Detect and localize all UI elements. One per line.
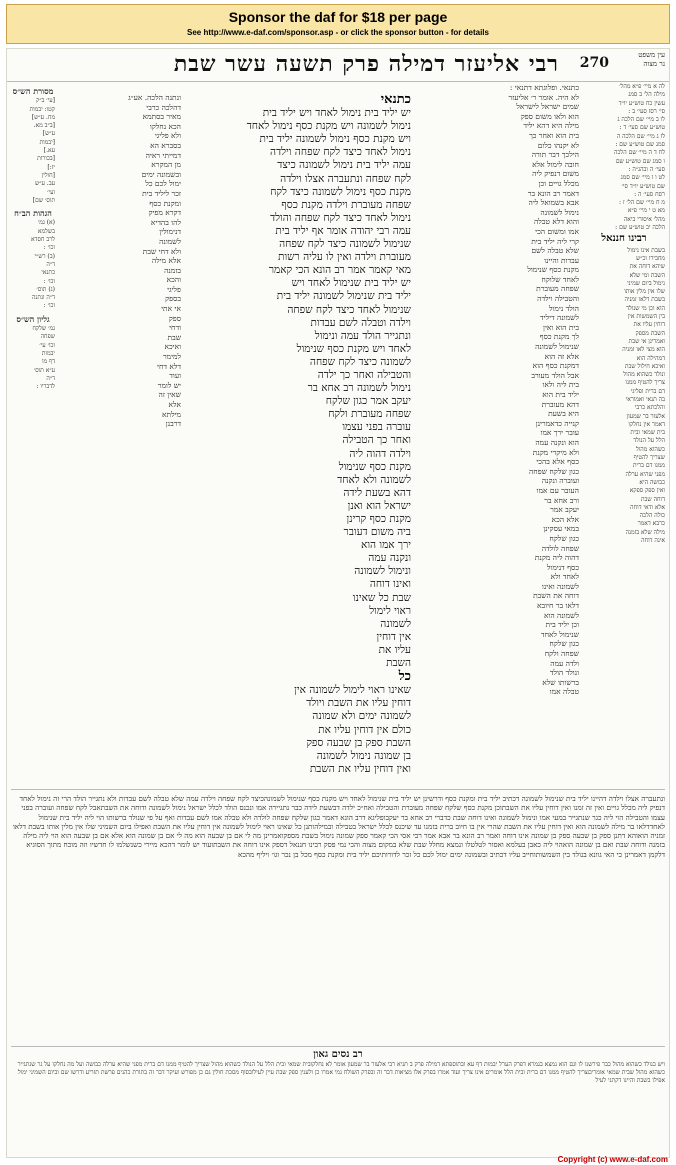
- text-line: [חולין: [41, 171, 55, 179]
- text-line: (ב) רש״י: [34, 252, 55, 260]
- text-line: וילדה דהוה ליה: [349, 447, 411, 460]
- text-line: לז ג מיי׳ שם הלכה ה: [616, 132, 665, 140]
- text-line: שלא טבלה לשם: [531, 246, 579, 256]
- gemara-text: [189, 107, 411, 670]
- text-line: לה א מיי׳ פ״א מהל׳: [619, 83, 665, 90]
- text-line: כגון שלקח: [549, 533, 579, 543]
- sponsor-headline[interactable]: Sponsor the daf for $18 per page: [228, 9, 448, 25]
- text-line: דקרא מפיק: [148, 208, 181, 218]
- text-line: ונימול לשמונה: [354, 565, 411, 578]
- text-line: שפחה מעוברת וילדה מקנת כסף: [281, 198, 411, 211]
- text-line: שפחה לולדה: [541, 543, 579, 553]
- text-line: [ב״ב מא.: [33, 122, 55, 130]
- text-line: בשבת אינו נימול: [627, 246, 665, 254]
- tosafot-column: [55, 93, 181, 783]
- hagahot-habach-notes: [11, 219, 55, 310]
- text-line: לרב חסדא: [30, 236, 55, 244]
- text-line: מקנת כסף שנימול: [527, 265, 579, 275]
- text-line: וכן מקנת כסף שלקח שפחה מעוברת והטבילה ואח״כ ילדה דבשעת לידה כבר נתגיירה אמו ונכנס הולד לכלל ישראל נימול לשמונה ודוחה את השבת: [100, 803, 502, 813]
- text-line: ועוד: [169, 371, 181, 381]
- text-line: שם טוש״ע יו״ד סי׳: [621, 182, 665, 190]
- text-line: ואין ספק ספקא: [629, 487, 665, 495]
- text-line: לאחד ולא: [550, 572, 579, 582]
- text-line: דף מו: [42, 358, 55, 366]
- ein-mishpat-label: [611, 51, 665, 69]
- text-line: ונולד הולד: [549, 668, 579, 678]
- text-line: מ ח מיי׳ שם הל׳ ז :: [619, 199, 665, 207]
- text-line: ימול לכם כל: [145, 179, 181, 189]
- text-line: להו בהדיא: [150, 217, 181, 227]
- header-rule: [7, 81, 669, 82]
- text-line: ובסוף מסכת חולין גם כן מפורש ועיקר דבר זה בתורת כהנים פרשת תזריע ודרשו שם וביום השמיני ימול אפילו בשבת והיינו דקתני לעיל: [17, 1069, 665, 1084]
- text-line: חובה לימול אלא: [532, 159, 579, 169]
- text-line: מקנת כסף שנימול: [338, 460, 411, 473]
- text-line: דוחין עליו את: [633, 321, 665, 329]
- text-line: אינה דוחה: [641, 537, 665, 545]
- page-header: [7, 49, 669, 79]
- text-line: שנימול לאחד כיצד לקח שפחה: [287, 303, 411, 316]
- page-number: 270: [579, 55, 609, 71]
- text-line: לקח שפחה ונתעברה אצלו וילדה: [280, 172, 411, 185]
- text-line: מעוברת וילדה ואין לו עליה רשות: [278, 251, 411, 264]
- text-line: יליד בית שנימול לשמונה יליד בית: [276, 290, 411, 303]
- text-line: ירך אמו הוא: [361, 539, 411, 552]
- text-line: ומקנת כסף: [149, 198, 181, 208]
- ein-mishpat-line: נר מצוה: [643, 60, 665, 68]
- text-line: דמקנת כסף הוא: [532, 361, 579, 371]
- text-line: השבת מספק: [635, 329, 665, 337]
- mesoret-hashas-heading: מסורת הש״ס: [12, 86, 54, 96]
- text-line: והטבילה וילדה: [537, 294, 579, 304]
- text-line: יש יליד בית שנימול לאחד ויש: [291, 277, 411, 290]
- text-line: וכו׳ :: [43, 244, 55, 252]
- text-line: יש יליד בית נימול לאחד ויש יליד בית: [262, 107, 411, 120]
- text-line: עב. ע״ש: [34, 180, 55, 188]
- text-line: זכר ליליד בית: [142, 188, 181, 198]
- text-line: מילתא: [162, 409, 181, 419]
- text-line: נימול לשמונה רב אחא בר: [307, 382, 411, 395]
- text-line: והוא דלא טבלה: [533, 217, 579, 227]
- text-line: ולא פליגי: [154, 131, 181, 141]
- gemara-column: [189, 93, 411, 783]
- gilyon-hashas-heading: גליון הש״ס: [16, 313, 50, 324]
- text-line: ואחר כך הטבילה: [342, 434, 411, 447]
- text-line: דאמר אין נחלקו: [628, 420, 665, 428]
- text-line: מאי קאמר אמר רב הונא הכי קאמר: [268, 264, 411, 277]
- text-line: מקנת כסף נימול לשמונה כיצד לקח: [270, 185, 411, 198]
- text-line: ונתנה הלכה. אע״ג: [128, 93, 181, 102]
- text-line: סמג שם טוש״ע שם :: [615, 141, 665, 149]
- text-line: רסח סעי׳ ה :: [634, 190, 665, 198]
- text-line: מח. ע״ש]: [31, 113, 55, 121]
- text-line: מילה היא דהא יליד: [523, 121, 579, 131]
- text-line: הלל על הנולד: [633, 437, 665, 445]
- text-line: בסברא הא: [150, 140, 181, 150]
- text-line: ונקנה עמה: [368, 552, 411, 565]
- text-line: ותנן כל שאינו ראוי לימול לשמונה אין דוחין עליו את השבת ואפילו ביום השמיני שלו אין מלין אותו בשבת דלאו זמניה הוא: [12, 821, 665, 841]
- text-line: אמו ומשום הכי: [535, 226, 579, 236]
- mishnah-text: [189, 684, 411, 776]
- text-line: שאין זה: [158, 390, 181, 400]
- text-line: וכו׳ עי׳: [39, 341, 55, 349]
- text-line: והלכתא כרבי: [634, 404, 665, 412]
- text-line: לא היה. אומר ר׳ אליעזר: [508, 92, 579, 102]
- text-line: לשמונה: [159, 236, 181, 246]
- text-line: דוחה את השבת: [533, 591, 579, 601]
- text-line: ואמרינן אי שבת: [628, 337, 665, 345]
- text-line: לו ב מיי׳ שם הלכה ג: [617, 116, 665, 124]
- text-line: עא.]: [43, 147, 55, 155]
- text-line: כתנאי. ופלוגתא דתנאי :: [509, 83, 579, 92]
- text-line: יש לומר: [157, 380, 181, 390]
- text-line: והכא: [166, 275, 181, 285]
- text-line: ועוד יש לומר דהכא מיירי כשנשלמו לו חדשיו וזה מוכח מתוך הסוגיא דלקמן דאמרינן כי האי גוונא בנולד בין השמשות: [26, 840, 665, 859]
- text-line: מן המקרא: [151, 160, 181, 170]
- text-line: ואינו דוחה: [369, 578, 411, 591]
- text-line: בזמנה: [164, 265, 181, 275]
- text-line: בית ליה ולאו: [542, 380, 579, 390]
- text-line: לא יקנהו כלום: [537, 140, 579, 150]
- text-line: שאינו ראוי לימול לשמונה אין: [294, 684, 411, 697]
- text-line: בית הוא ואין: [543, 322, 579, 332]
- text-line: הוא מצי לאו זמניה: [622, 346, 665, 354]
- text-line: לך מקנת כסף: [539, 332, 579, 342]
- text-line: הוא ונקנה עמה: [535, 437, 579, 447]
- rashi-text: [419, 83, 579, 697]
- text-line: יז:]: [47, 163, 55, 171]
- text-line: צריך להטיף ממנו דם ברית ובית הלל אומרים אינו צריך ועוד אמרו בפרק אלו מציאות דבר זה ובפרק השולח נמי אמרו כן ולענין ספק שבת עיין לעיל: [253, 1069, 588, 1076]
- text-line: לדבריו :: [36, 383, 55, 391]
- bottom-commentary-text: [11, 794, 665, 859]
- text-line: דהוה ליה מקנת: [534, 553, 579, 563]
- text-line: בית הוא ואחר כך: [529, 130, 579, 140]
- text-line: הכא נחלקו: [149, 121, 181, 131]
- text-line: השבת ספק בן שבעה ספק: [306, 736, 411, 749]
- text-line: (א) גמ׳: [37, 219, 55, 227]
- text-line: כגון שלקח: [549, 639, 579, 649]
- text-line: סעי׳ ה ובהג״ה :: [628, 165, 665, 173]
- text-line: כגון שלקח שפחה: [528, 466, 579, 476]
- text-line: קנייה כדאמרינן: [535, 418, 579, 428]
- text-line: דנימולין: [159, 227, 181, 237]
- text-line: לשמונה: [380, 617, 411, 630]
- text-line: ואיכא חילול שבת: [624, 362, 665, 370]
- text-line: העובר עם אמו: [536, 485, 579, 495]
- text-line: ולא דחי שבת: [142, 246, 181, 256]
- right-margin-column: [583, 83, 665, 783]
- text-line: דרבנן: [165, 419, 181, 429]
- text-line: [יבמות: [39, 138, 55, 146]
- text-line: צריך להטיף ממנו: [625, 379, 665, 387]
- text-line: ברשותו שלא: [542, 677, 579, 687]
- talmud-page: [6, 48, 670, 1158]
- text-line: הוי ליה כאבן בעלמא ואסור לטלטלו ונמצא מחלל שבת שלא במקום מצוה והכי נמי פסק רבינו חננאל דספק אינו דוחה את השבת: [213, 840, 563, 850]
- text-line: שצריך להטיף: [633, 454, 665, 462]
- gemara-opening-word: כתנאי: [380, 93, 411, 107]
- text-line: בה תנאי ואמוראי: [625, 395, 665, 403]
- text-line: היא בשעת: [548, 409, 579, 419]
- text-line: ונולד כשהוא מהול: [623, 371, 665, 379]
- text-line: אלא הכא: [551, 514, 579, 524]
- text-line: ולא מיקרי מקנת: [532, 447, 579, 457]
- text-line: הוא ולאו משום ספק: [520, 111, 579, 121]
- text-line: מא ט י מיי׳ פ״א: [627, 207, 665, 215]
- text-line: משום דנפיק ליה: [532, 169, 579, 179]
- text-line: דוחה שבת: [640, 495, 665, 503]
- text-line: ואין דוחין עליו את השבת: [309, 762, 411, 775]
- text-line: טוש״ע שם סעי׳ ד :: [619, 124, 665, 132]
- text-line: ועי׳: [47, 188, 55, 196]
- text-line: אי אתי: [161, 304, 181, 314]
- text-line: למימר: [162, 352, 181, 362]
- text-line: בית שמאי ובית: [630, 429, 665, 437]
- copyright-notice[interactable]: Copyright (c) www.e-daf.com: [557, 1155, 668, 1164]
- text-line: יבמות: [41, 349, 55, 357]
- sponsor-banner[interactable]: [6, 4, 670, 44]
- text-line: עשין כח טוש״ע יו״ד: [618, 99, 665, 107]
- text-line: אלא מילה: [151, 256, 181, 266]
- text-line: לשמונה כיצד לקח שפחה: [309, 355, 411, 368]
- text-line: וילדה וטבלה לשם עבדות: [310, 316, 411, 329]
- text-line: במאי עסקינן: [543, 524, 579, 534]
- text-line: בן שמונה נימול לשמונה: [316, 749, 411, 762]
- ein-mishpat-notes: [583, 83, 665, 232]
- text-line: ונתגייר הולד עמה ונימול: [314, 329, 411, 342]
- page-title: רבי אליעזר דמילה פרק תשעה עשר שבת: [173, 51, 559, 77]
- text-line: שיהא דוחה את: [629, 263, 665, 271]
- text-line: עמה רבי יהודה אומר אף יליד בית: [275, 224, 411, 237]
- rabbeinu-chananel-heading: רבינו חננאל: [601, 233, 647, 245]
- text-line: והא דתנן ספק בן שבעה ספק בן שמונה אינו דוחה ואמר רב הונא בר אבא אמר רבי אסי הכי קאמר ספק שמונה נימול בשבת מספק: [283, 831, 638, 841]
- text-line: ופליגא דרב הונא דאמר כגון שלקח שפחה לולדה ולא טבלה אמו לשם עבדות ואף על פי שנולד ברשותו הוי ליה יליד בית שנימול לאחד: [38, 812, 665, 831]
- text-line: שבת: [167, 332, 181, 342]
- text-line: [עי׳ ב״ק: [36, 97, 55, 105]
- text-line: אבל לקח שפחה ועוברה בפני עצמו והטבילה הוי ליה כגר שנתגייר במעי אמו ונימול לשמונה ואינו דוחה שבת כדברי רב אחא בר יעקב: [21, 803, 665, 822]
- text-line: ביה משום דעובר: [343, 526, 411, 539]
- text-line: מילה שלא בזמנה: [625, 528, 665, 536]
- text-line: מאיר בסתמא: [142, 112, 181, 122]
- text-line: כיצד לקח שפחה וילדה עמה שלא טבלה לשם עבדות ולא נתגייר הולד הרי זה נימול לאחד דנפיק ליה מכלל גויים ואין זה זמנו ואין דוחין עליו את השבת: [19, 794, 665, 813]
- text-line: השבת: [386, 657, 411, 670]
- text-line: גמ׳ שלקח: [32, 325, 55, 333]
- text-line: שנימול לשמונה כיצד לקח שפחה: [279, 238, 411, 251]
- lower-section-rule: [11, 789, 665, 790]
- text-line: לשמונה ולא לאחד: [337, 473, 411, 486]
- text-line: ובשמונה ימים: [141, 169, 181, 179]
- text-line: שמים ישראל לישראל: [516, 102, 579, 112]
- text-line: לשמונה ואינו: [541, 581, 579, 591]
- text-line: הילכך דבר תורה: [531, 150, 579, 160]
- text-line: נימול לאחד כיצד לקח שפחה וילדה: [270, 146, 411, 159]
- text-line: ולדה עמה: [550, 658, 579, 668]
- rav-nissim-gaon-text: [11, 1061, 665, 1085]
- text-line: כולה הלכה: [639, 512, 665, 520]
- text-line: נימול לשמונה ויש מקנת כסף נימול לאחד: [246, 120, 411, 133]
- text-line: לשמונה הוא: [543, 610, 579, 620]
- text-line: (ג) תוס׳: [36, 285, 55, 293]
- text-line: שפחה מעוברת ולקח: [328, 408, 411, 421]
- text-line: לח ד ה מיי׳ שם הלכה: [614, 149, 665, 157]
- text-line: בשלמא: [37, 227, 55, 235]
- text-line: לאחד ויש מקנת כסף שנימול: [296, 342, 411, 355]
- text-line: ויש מקנת כסף נימול לשמונה יליד בית: [259, 133, 411, 146]
- text-line: בין השמשות אין: [627, 313, 665, 321]
- text-line: מפני שהיא ערלה: [625, 470, 665, 478]
- text-line: דמהילה הוא: [636, 354, 665, 362]
- text-line: דוחין עליו את השבת ויולד: [306, 697, 411, 710]
- mesoret-hashas-notes: [11, 97, 55, 205]
- text-line: ודחי: [169, 323, 181, 333]
- text-line: דלאו בר מילה לשמונה הוא ואין דוחין עליו את השבת שהרי אין בו חיוב ברית בזמנו עד שיכנס לכלל ישראל בטבילה ובמילה: [314, 821, 650, 831]
- text-line: אבא בשמואל ליה: [528, 198, 579, 208]
- text-line: מחבירו וכ״ש: [636, 254, 665, 262]
- mishnah-opening-word: כל: [398, 669, 411, 685]
- text-line: ואמרינן מה לי אם בן שבעה הוא מה לי אם בן שמונה הוא אלא אם בן שבעה הוא הוי ליה מילה בזמנה ודוחה שבת ואם בן שמונה הוא: [23, 831, 665, 850]
- text-line: מהל׳ איסורי ביאה: [623, 215, 665, 223]
- text-line: ממנו דם ברית: [632, 462, 665, 470]
- text-line: נימול ביום שמיני: [627, 279, 665, 287]
- text-line: דלאו בר חיובא: [536, 601, 579, 611]
- text-line: יעקב אמר: [550, 505, 579, 515]
- text-line: ישראל הוא ואנן: [347, 499, 411, 512]
- text-line: הוא וכן מי שנולד: [626, 304, 665, 312]
- text-line: ואיכא: [164, 342, 181, 352]
- text-line: שפחה ולקח: [544, 649, 579, 659]
- text-line: [בכורות: [37, 155, 55, 163]
- tosafot-text: [55, 93, 181, 429]
- text-line: דם ברית ופליגי: [630, 387, 665, 395]
- text-line: עבדות והיינו: [544, 255, 579, 265]
- text-line: וכו׳ :: [43, 277, 55, 285]
- text-line: יעקב אמר כגון שלקח: [325, 395, 411, 408]
- text-line: דהא מעוברת: [541, 399, 579, 409]
- text-line: לט ו ז מיי׳ שם סמג: [620, 174, 665, 182]
- text-line: כסף דנימול: [546, 562, 579, 572]
- text-line: עובר ירך אמו: [540, 428, 579, 438]
- text-line: וכן יליד בית: [545, 620, 579, 630]
- text-line: אלא זה הוא: [544, 351, 579, 361]
- text-line: אבל הולד מעורב: [531, 370, 579, 380]
- text-line: דהא בשעת לידה: [343, 486, 411, 499]
- text-line: מקנת כסף קרינן: [346, 513, 411, 525]
- text-line: כולם אין דוחין עליו את: [318, 723, 411, 736]
- text-line: דהלכה כרבי: [146, 102, 181, 112]
- text-line: נימול לאחד כיצד לקח שפחה והולד: [270, 211, 411, 224]
- gilyon-hashas-notes: [11, 325, 55, 391]
- text-line: דמייתי ראיה: [145, 150, 181, 160]
- text-line: ד״ה: [46, 374, 55, 382]
- text-line: נימול לשמונה: [540, 207, 579, 217]
- text-line: סי׳ רסז סעי׳ ב :: [628, 107, 665, 115]
- text-line: ע״א תוס׳: [33, 366, 55, 374]
- text-line: ו סמג שם טוש״ע שם: [615, 157, 665, 165]
- text-line: ונתעברה אצלו וילדה דהיינו יליד בית שנימול לשמונה דכתיב יליד בית ומקנת כסף ודרשינן יש יליד בית שנימול לאחד ויש מקנת כסף שנימול לשמונה: [263, 794, 665, 803]
- text-line: טבלה אמו: [549, 687, 579, 697]
- text-line: ועוברה ונקנה: [541, 476, 579, 486]
- text-line: כרבא דאמר: [637, 520, 665, 528]
- bottom-commentary-block: [11, 794, 665, 1044]
- text-line: עמה יליד בית נימול לשמונה כיצד: [277, 159, 411, 172]
- text-line: שנימול לאחד: [540, 629, 579, 639]
- text-line: דלא דחי: [156, 361, 181, 371]
- text-line: ורב אחא בר: [544, 495, 579, 505]
- footnote-rule: [11, 1046, 665, 1047]
- text-line: השבת ומי שלא: [629, 271, 665, 279]
- text-line: שנימול לשמונה: [535, 342, 579, 352]
- text-line: אלעזר בר שמעון: [626, 412, 665, 420]
- text-line: ראוי לימול: [369, 604, 411, 617]
- text-line: אלא: [168, 400, 181, 409]
- text-line: ספק: [168, 313, 181, 323]
- text-line: קרי ליה יליד בית: [531, 236, 579, 246]
- text-line: כשהוא מהול: [635, 445, 665, 453]
- text-line: שפחה מעוברת: [536, 284, 579, 294]
- text-line: עוברה בפני עצמו: [342, 421, 411, 434]
- text-line: הלכה יב טוש״ע שם :: [615, 224, 665, 232]
- text-line: שלו אין מלין אותו: [624, 288, 665, 296]
- text-line: שפחה: [40, 333, 55, 341]
- text-line: אלא ודאי דוחה: [630, 503, 665, 511]
- text-line: ד״ה: [46, 260, 55, 268]
- ein-mishpat-line: עין משפט: [638, 51, 665, 59]
- text-line: והטבילה ואחר כך ילדה: [317, 368, 411, 381]
- hagahot-habach-heading: הגהות הב״ח: [14, 208, 52, 219]
- text-line: מכלל גויים וכן: [538, 178, 579, 188]
- text-line: אין דוחין: [376, 630, 411, 643]
- text-line: בספק: [165, 294, 181, 304]
- text-line: פליגי: [167, 284, 181, 294]
- sponsor-subline[interactable]: See http://www.e-daf.com/sponsor.asp - or click the sponsor button - for details: [187, 28, 489, 37]
- text-line: קטו: יבמות: [29, 105, 55, 113]
- text-line: הולד נימול: [548, 303, 579, 313]
- text-line: תוס׳ שם]: [32, 196, 55, 204]
- text-line: כבושה היא: [639, 478, 665, 486]
- text-line: מילה הל׳ ב סמג: [628, 91, 665, 99]
- rav-nissim-gaon-block: [11, 1049, 665, 1145]
- text-line: כסף אלא בהכי: [536, 457, 579, 467]
- text-line: כתנאי: [41, 269, 55, 277]
- text-line: וחייב עליו דכתיב ובשמונה ימים ימול לכם כל זכר לדורותיכם יליד בית ומקנת כסף מכל בן נכר וגו׳ ויליף מהכא: [238, 849, 536, 859]
- text-line: לשמונה ימים ולא שמונה: [312, 710, 411, 723]
- text-line: לאחד שלוקח: [541, 274, 579, 284]
- rabbeinu-chananel-text: [583, 247, 665, 546]
- text-line: ע״ש]: [42, 130, 55, 138]
- rav-nissim-gaon-heading: רב נסים גאון: [313, 1049, 363, 1060]
- text-line: ויש בנולד כשהוא מהול כבר פירשנו לו וגם הוא נמצא בגמרא דפרק הערל יבמות דף עא ובתוספתא דמילה פרק ב תניא רבי אלעזר בר שמעון אומר לא נחלקו: [310, 1061, 665, 1068]
- text-line: עליו את: [378, 643, 411, 656]
- text-line: לשמונה דיליד: [540, 313, 579, 323]
- text-line: ד״ה ונתנה: [31, 294, 55, 302]
- text-line: בית שמאי ובית הלל על הנולד כשהוא מהול שצריך להטיף ממנו דם ברית מפני שהיא ערלה כבושה ועל מה נחלקו על גר שנתגייר כשהוא מהול שבית שמאי אומרים: [17, 1061, 665, 1076]
- text-line: יליד בית הוא: [542, 390, 579, 399]
- text-line: שבת כל שאינו: [352, 591, 411, 604]
- text-line: בשבת דלאו זמניה: [624, 296, 665, 304]
- text-line: וכו׳ :: [43, 302, 55, 310]
- text-line: דאמר רב הונא בר: [527, 188, 579, 198]
